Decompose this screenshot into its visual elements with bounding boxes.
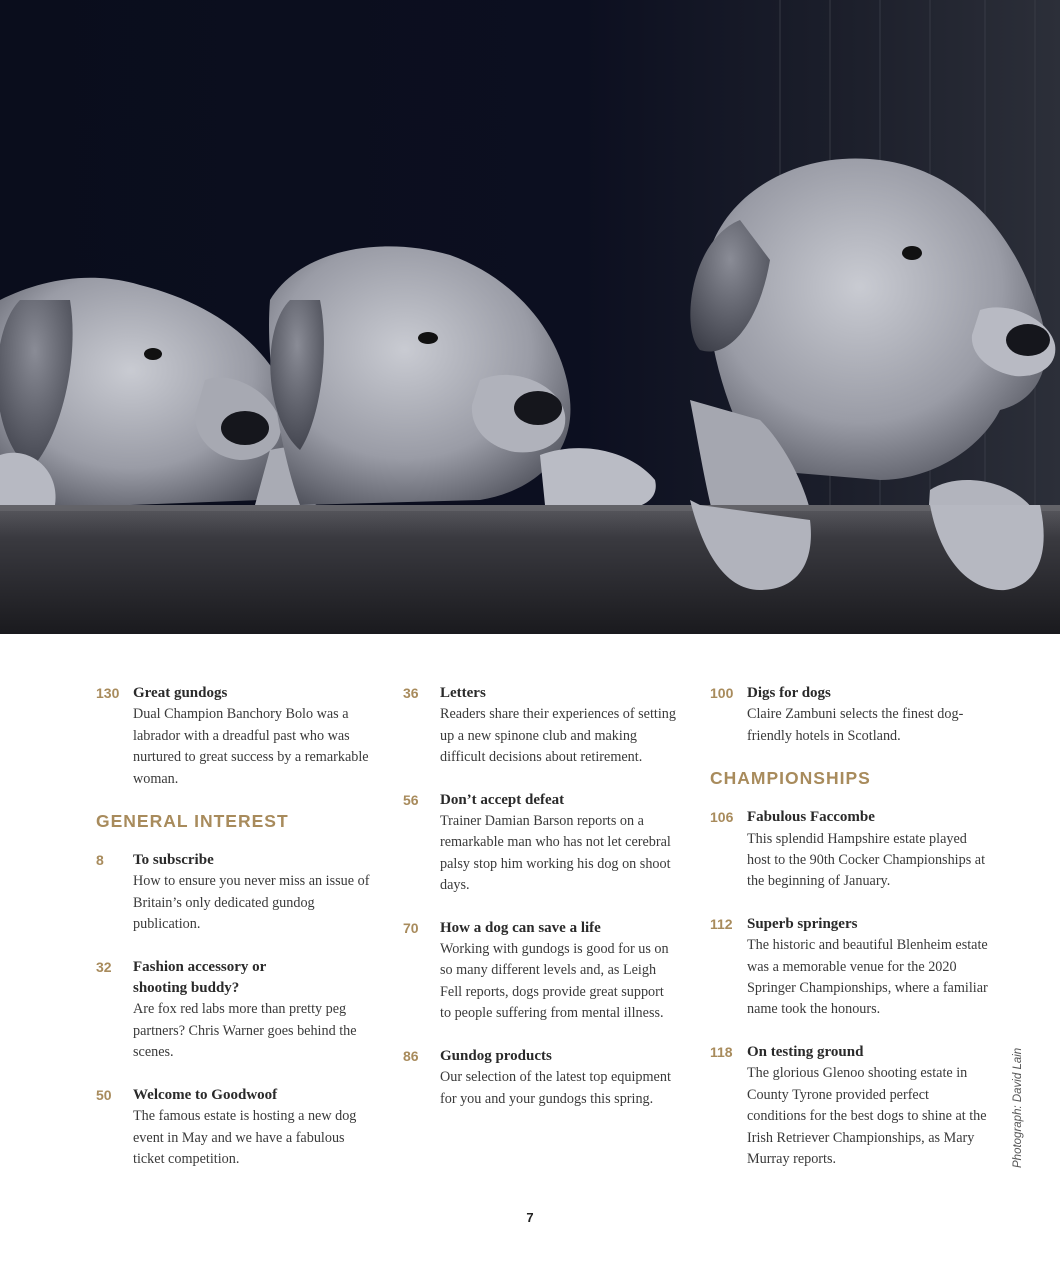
page-ref: 56 <box>403 791 419 808</box>
wooden-ledge <box>0 505 1060 634</box>
contents-entry[interactable] <box>710 1042 990 1170</box>
entry-title: To subscribe <box>133 852 214 869</box>
entry-title: On testing ground <box>747 1043 864 1060</box>
entry-description: How to ensure you never miss an issue of Britain’s only dedicated gundog publication. <box>133 873 370 933</box>
page-ref: 130 <box>96 685 120 701</box>
page-ref: 100 <box>710 685 734 701</box>
page-ref: 32 <box>96 958 112 975</box>
entry-description: This splendid Hampshire estate played host to the 90th Cocker Championships at the beginning of January. <box>747 830 986 890</box>
photo-credit: Photograph: David Lain <box>1012 1047 1024 1168</box>
entry-title: Great gundogs <box>133 685 228 701</box>
entry-title: Fashion accessory or shooting buddy? <box>133 958 267 997</box>
contents-entry[interactable] <box>710 914 990 1021</box>
entry-description: Working with gundogs is good for us on so many different levels and, as Leigh Fell reports, dogs provide great support to people suffering from mental illness. <box>440 941 669 1022</box>
entry-description: The historic and beautiful Blenheim estate was a memorable venue for the 2020 Springer Championships, where a familiar name took the honours. <box>747 937 988 1018</box>
contents-entry[interactable] <box>710 683 990 747</box>
entry-title: Digs for dogs <box>747 685 831 701</box>
entry-title: Don’t accept defeat <box>440 791 565 808</box>
entry-title: Superb springers <box>747 915 858 932</box>
entry-description: Are fox red labs more than pretty peg partners? Chris Warner goes behind the scenes. <box>133 1001 357 1061</box>
section-heading-championships: CHAMPIONSHIPS <box>710 768 871 789</box>
entry-description: Claire Zambuni selects the finest dog-friendly hotels in Scotland. <box>747 706 964 744</box>
entry-description: Dual Champion Banchory Bolo was a labrador with a dreadful past who was nurtured to great success by a remarkable woman. <box>133 706 369 787</box>
contents-entry[interactable] <box>96 683 371 790</box>
page-ref: 70 <box>403 919 419 936</box>
entry-description: The glorious Glenoo shooting estate in County Tyrone provided perfect conditions for the best dogs to shine at the Irish Retriever Championships, as Mary Murray reports. <box>747 1065 987 1167</box>
contents-column-1 <box>96 683 371 1191</box>
entry-description: Readers share their experiences of setting up a new spinone club and making difficult decisions about retirement. <box>440 706 676 766</box>
header-photo <box>0 0 1060 634</box>
contents-column-2 <box>403 683 678 1131</box>
contents-entry[interactable] <box>96 957 371 1064</box>
entry-description: The famous estate is hosting a new dog event in May and we have a fabulous ticket competition. <box>133 1108 357 1167</box>
page-ref: 112 <box>710 915 733 932</box>
contents-entry[interactable] <box>403 790 678 897</box>
entry-description: Our selection of the latest top equipment for you and your gundogs this spring. <box>440 1069 671 1107</box>
entry-title: How a dog can save a life <box>440 919 601 936</box>
entry-description: Trainer Damian Barson reports on a remarkable man who has not let cerebral palsy stop him working his dog on shoot days. <box>440 813 671 894</box>
entry-title: Gundog products <box>440 1047 552 1064</box>
page-ref: 86 <box>403 1047 419 1064</box>
contents-column-3 <box>710 683 990 1191</box>
contents-entry[interactable] <box>96 1085 371 1171</box>
contents-entry[interactable] <box>710 807 990 893</box>
section-heading-general-interest: GENERAL INTEREST <box>96 811 289 832</box>
contents-entry[interactable] <box>403 918 678 1025</box>
page-number: 7 <box>526 1210 534 1225</box>
contents-entry[interactable] <box>403 1046 678 1110</box>
contents-entry[interactable] <box>403 683 678 769</box>
entry-title: Welcome to Goodwoof <box>133 1086 278 1103</box>
page-ref: 36 <box>403 685 419 701</box>
entry-title: Fabulous Faccombe <box>747 809 875 826</box>
page-ref: 50 <box>96 1086 112 1103</box>
page-ref: 106 <box>710 809 734 826</box>
page-ref: 118 <box>710 1043 733 1060</box>
page-ref: 8 <box>96 852 104 869</box>
contents-entry[interactable] <box>96 850 371 936</box>
entry-title: Letters <box>440 685 486 701</box>
